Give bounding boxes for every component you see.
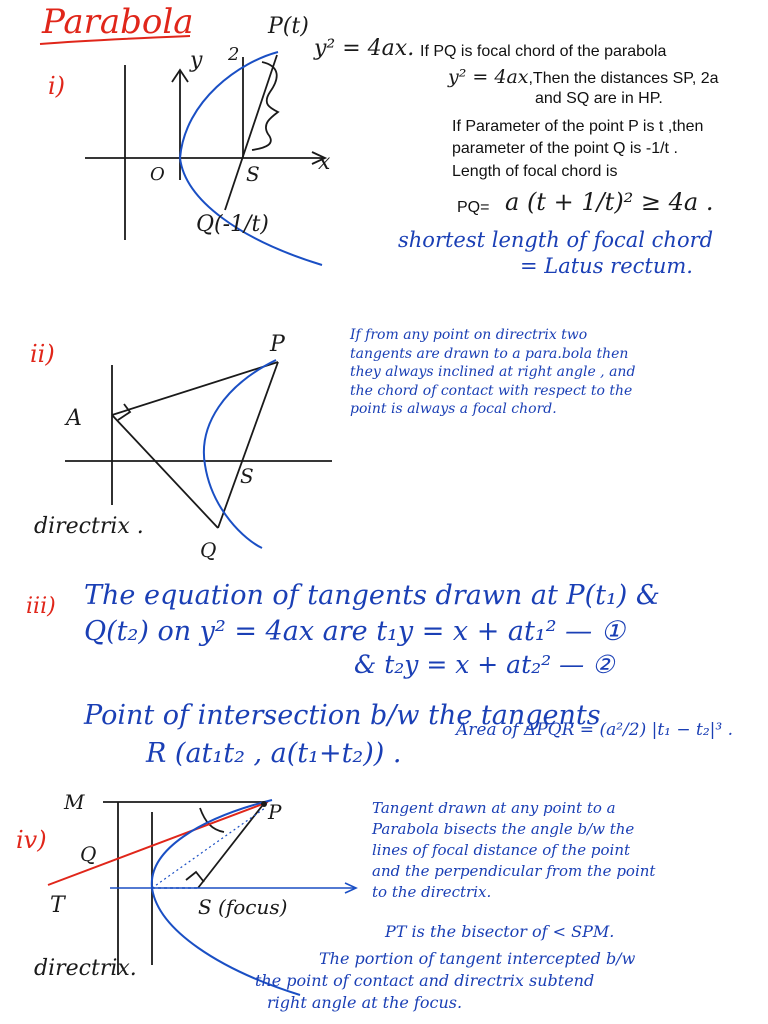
axis-y-label: y — [190, 48, 203, 73]
diagram-directrix-tangents — [65, 362, 332, 528]
s1-text-1: If PQ is focal chord of the parabola — [420, 43, 667, 60]
section-3-number: iii) — [26, 594, 56, 619]
s2-line: If from any point on directrix two — [350, 327, 588, 343]
s2-line: they always inclined at right angle , and — [350, 364, 636, 380]
s1-note-2: = Latus rectum. — [520, 254, 693, 278]
s2-line: tangents are drawn to a para.bola then — [350, 345, 629, 362]
s1-note-1: shortest length of focal chord — [398, 228, 714, 252]
section-1-number: i) — [48, 72, 66, 100]
s1-text-4: If Parameter of the point P is t ,then — [452, 118, 704, 135]
section-2-number: ii) — [30, 340, 55, 368]
focus-label: S — [246, 162, 260, 186]
s1-text-3: and SQ are in HP. — [535, 90, 663, 107]
focus-label-4: S (focus) — [198, 895, 288, 919]
directrix-label-4: directrix. — [34, 956, 137, 981]
s3-line-3: & t₂y = x + at₂² — ② — [354, 650, 615, 679]
s3-line-1: The equation of tangents drawn at P(t₁) & — [84, 580, 660, 611]
point-q2-label: Q — [200, 538, 217, 562]
s4-line: lines of focal distance of the point — [372, 841, 631, 859]
s3-line-4: Point of intersection b/w the tangents — [84, 700, 601, 731]
s2-line: point is always a focal chord. — [350, 401, 557, 417]
s1-text-2 — [448, 66, 719, 88]
parabola-curve-2 — [204, 360, 276, 548]
point-q-label: Q(-1/t) — [196, 212, 269, 237]
s4-pt-line: PT is the bisector of < SPM. — [385, 922, 615, 941]
s4-line: to the directrix. — [372, 883, 492, 901]
s4-portion-line: right angle at the focus. — [267, 993, 463, 1012]
point-s2-label: S — [240, 464, 254, 488]
page-title: Parabola — [42, 2, 194, 42]
section-4-number: iv) — [16, 826, 47, 854]
s3-area: Area of ΔPQR = (a²/2) |t₁ − t₂|³ . — [456, 720, 734, 740]
s4-line: Parabola bisects the angle b/w the — [372, 820, 635, 838]
s4-line: and the perpendicular from the point — [372, 862, 656, 880]
section-4-portion — [255, 948, 725, 1014]
s3-line-5: R (at₁t₂ , a(t₁+t₂)) . — [146, 738, 402, 769]
point-p2-label: P — [270, 332, 285, 357]
parabola-equation: y² = 4ax. — [314, 36, 415, 61]
s1-text-5: parameter of the point Q is -1/t . — [452, 140, 678, 157]
s1-text-2-rest: ,Then the distances SP, 2a — [528, 70, 719, 87]
s1-text-6: Length of focal chord is — [452, 163, 618, 180]
point-m-label: M — [64, 790, 85, 814]
point-q4-label: Q — [80, 842, 97, 866]
s3-line-2: Q(t₂) on y² = 4ax are t₁y = x + at₁² — ① — [84, 616, 625, 647]
directrix-label-2: directrix . — [34, 514, 144, 539]
s1-text-2-eq: y² = 4ax — [448, 66, 529, 88]
formula-rhs: a (t + 1/t)² ≥ 4a . — [505, 188, 714, 216]
s4-portion-line: The portion of tangent intercepted b/w — [319, 949, 636, 968]
origin-label: O — [150, 164, 165, 185]
s4-line: Tangent drawn at any point to a — [372, 799, 616, 817]
point-p-label: P(t) — [268, 14, 309, 39]
gap-mark: 2 — [228, 44, 240, 65]
formula-lhs: PQ= — [457, 199, 490, 216]
s2-line: the chord of contact with respect to the — [350, 382, 633, 399]
section-2-text — [350, 326, 760, 419]
section-4-text — [372, 798, 762, 903]
axis-x-label: x — [318, 150, 331, 175]
s4-portion-line: the point of contact and directrix subtend — [255, 971, 595, 990]
point-t-label: T — [50, 893, 65, 918]
point-a-label: A — [66, 406, 82, 431]
point-p4-label: P — [268, 800, 282, 824]
